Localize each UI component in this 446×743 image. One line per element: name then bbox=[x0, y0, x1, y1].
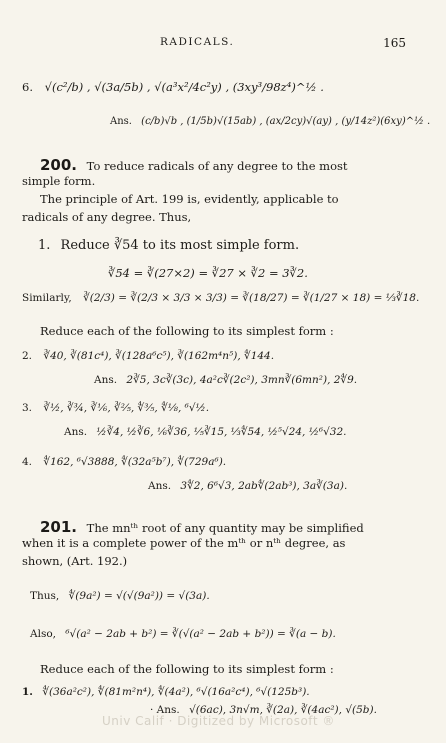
section-200-text-cont: simple form. bbox=[22, 174, 96, 188]
answer-values: 3∜2, 6⁶√3, 2ab∜(2ab³), 3a∛(3a). bbox=[180, 480, 348, 492]
answer-values: (c/b)√b , (1/5b)√(15ab) , (ax/2cy)√(ay) , (y/14z²)(6xy)^½ . bbox=[141, 116, 431, 127]
exercise-2 bbox=[22, 350, 274, 362]
exercise-expressions: ∜(36a²c²), ∜(81m²n⁴), ∜(4a²), ⁶√(16a²c⁴), ⁶√(125b³). bbox=[42, 686, 310, 698]
section-200-para-2: radicals of any degree. Thus, bbox=[22, 210, 192, 224]
also-label: Also, bbox=[30, 628, 56, 640]
example-1-similarly bbox=[22, 292, 419, 304]
section-201-text-2: when it is a complete power of the mᵗʰ or nᵗʰ degree, as bbox=[22, 536, 346, 550]
section-number: 200. bbox=[40, 156, 78, 174]
running-header bbox=[0, 36, 446, 52]
answer-values: √(6ac), 3n√m, ∛(2a), ∛(4ac²), √(5b). bbox=[189, 704, 377, 716]
digitization-watermark: Univ Calif · Digitized by Microsoft ® bbox=[102, 714, 335, 728]
instruction-2: Reduce each of the following to its simplest form : bbox=[40, 662, 334, 676]
answer-label: Ans. bbox=[148, 480, 172, 492]
section-number: 201. bbox=[40, 518, 78, 536]
exercise-2-answer bbox=[94, 374, 357, 386]
section-text: To reduce radicals of any degree to the most bbox=[86, 159, 348, 173]
example-text: Reduce ∛54 to its most simple form. bbox=[60, 238, 300, 253]
thus-example bbox=[30, 590, 210, 602]
thus-expression: ∜(9a²) = √(√(9a²)) = √(3a). bbox=[68, 590, 210, 602]
answer-label: Ans. bbox=[64, 426, 88, 438]
exercise-number: 3. bbox=[22, 402, 33, 414]
exercise-number: 1. bbox=[22, 686, 33, 698]
answer-label: · Ans. bbox=[150, 704, 180, 716]
section-200-para-1: The principle of Art. 199 is, evidently, applicable to bbox=[40, 192, 339, 206]
similarly-expression: ∛(2/3) = ∛(2/3 × 3/3 × 3/3) = ∛(18/27) = ∛(1/27 × 18) = ⅓∛18. bbox=[83, 292, 420, 304]
exercise-expressions: ∛½, ∛¾, ∛⅙, ∛⅖, ∜⅗, ∜⅛, ⁶√½. bbox=[43, 402, 210, 414]
section-201-text-3: shown, (Art. 192.) bbox=[22, 554, 128, 568]
exercise-number: 4. bbox=[22, 456, 33, 468]
answer-label: Ans. bbox=[110, 116, 132, 127]
exercise-expressions: ∛40, ∛(81c⁴), ∛(128a⁶c⁵), ∛(162m⁴n⁵), ∜144. bbox=[43, 350, 275, 362]
running-title: RADICALS. bbox=[160, 36, 235, 48]
exercise-1b bbox=[22, 686, 310, 698]
exercise-expressions: √(c²/b) , √(3a/5b) , √(a³x²/4c²y) , (3xy³/98z⁴)^½ . bbox=[44, 80, 324, 94]
example-number: 1. bbox=[38, 238, 51, 253]
answer-label: Ans. bbox=[94, 374, 118, 386]
answer-values: 2∛5, 3c∛(3c), 4a²c∛(2c²), 3mn∛(6mn²), 2∜9. bbox=[126, 374, 358, 386]
exercise-3-answer bbox=[64, 426, 346, 438]
also-expression: ⁶√(a² − 2ab + b²) = ∛(√(a² − 2ab + b²)) = ∛(a − b). bbox=[65, 628, 336, 640]
section-201-heading bbox=[40, 518, 364, 536]
example-1 bbox=[38, 238, 299, 253]
exercise-4-answer bbox=[148, 480, 347, 492]
page-number: 165 bbox=[383, 36, 406, 50]
exercise-number: 2. bbox=[22, 350, 33, 362]
example-1-working: ∛54 = ∛(27×2) = ∛27 × ∛2 = 3∛2. bbox=[108, 266, 308, 280]
thus-label: Thus, bbox=[30, 590, 60, 602]
exercise-3 bbox=[22, 402, 209, 414]
similarly-label: Similarly, bbox=[22, 292, 72, 304]
exercise-expressions: ∜162, ⁶√3888, ∜(32a⁵b⁷), ∜(729a⁶). bbox=[43, 456, 227, 468]
exercise-6 bbox=[22, 80, 324, 94]
instruction-1: Reduce each of the following to its simplest form : bbox=[40, 324, 334, 338]
exercise-4 bbox=[22, 456, 226, 468]
answer-values: ½∛4, ½∛6, ⅙∛36, ⅕∛15, ⅓∜54, ½⁵√24, ½⁶√32. bbox=[96, 426, 347, 438]
also-example bbox=[30, 628, 336, 640]
section-text: The mnᵗʰ root of any quantity may be simplified bbox=[86, 521, 364, 535]
exercise-number: 6. bbox=[22, 80, 33, 94]
section-200-heading bbox=[40, 156, 348, 174]
exercise-6-answer bbox=[110, 116, 430, 127]
